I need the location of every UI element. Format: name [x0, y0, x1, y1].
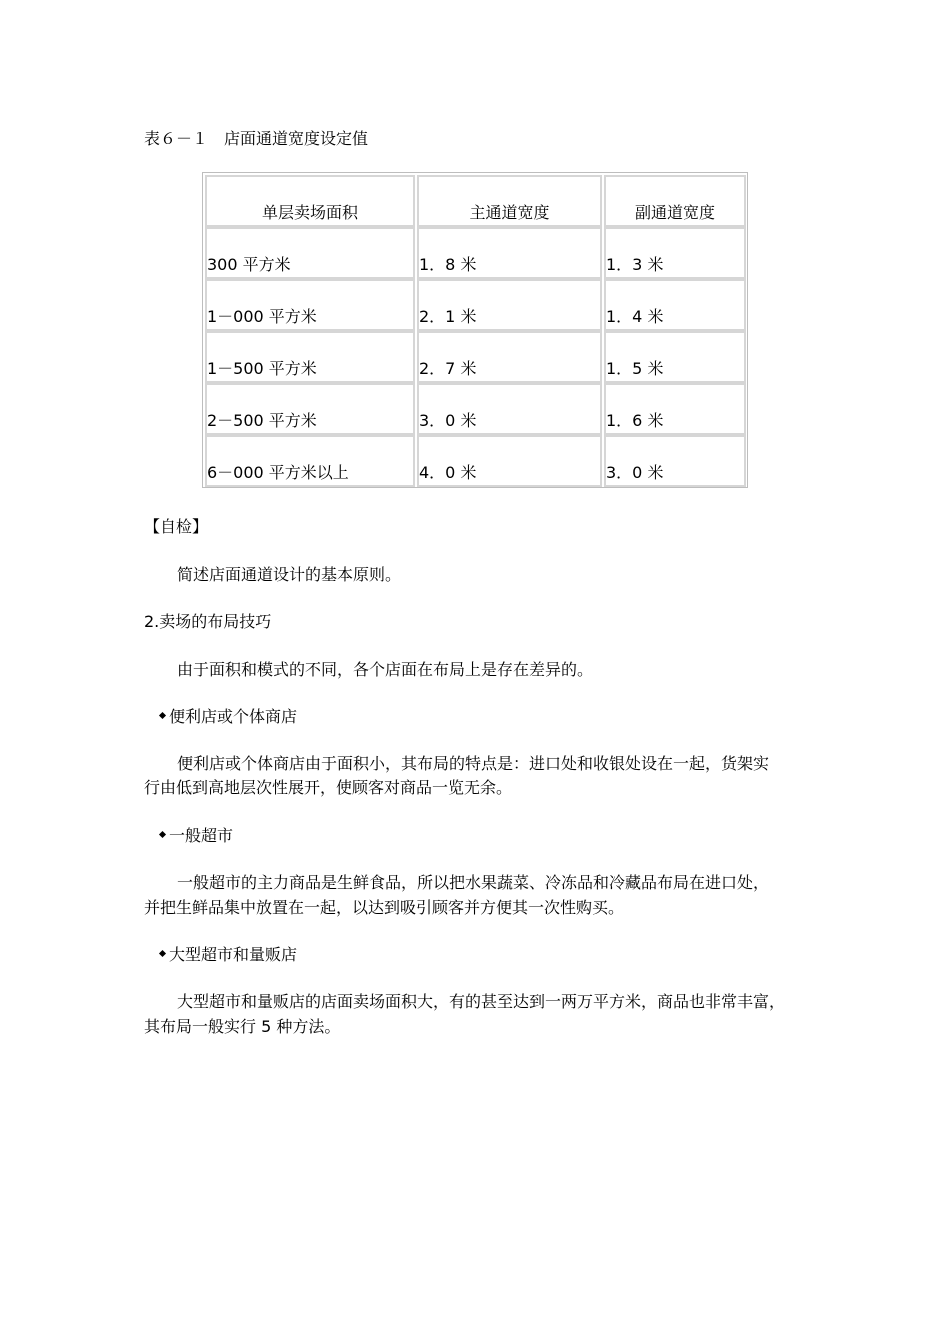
diamond-bullet-icon	[159, 950, 166, 957]
diamond-bullet-icon	[159, 831, 166, 838]
table-cell	[205, 279, 415, 331]
channel-width-table	[202, 172, 748, 488]
table-cell	[205, 227, 415, 279]
cell-main-width: 4．0 米	[419, 463, 477, 482]
table-cell	[205, 383, 415, 435]
section-title: 2.卖场的布局技巧	[144, 612, 272, 631]
table-cell	[604, 435, 746, 487]
paragraph-line: 大型超市和量贩店的店面卖场面积大，有的甚至达到一两万平方米，商品也非常丰富，	[177, 992, 786, 1011]
self-check-question: 简述店面通道设计的基本原则。	[177, 565, 402, 584]
bullet-text: 便利店或个体商店	[169, 707, 298, 726]
table-cell	[417, 279, 602, 331]
cell-sub-width: 1．5 米	[606, 359, 664, 378]
table-cell	[604, 227, 746, 279]
paragraph-line: 一般超市的主力商品是生鲜食品，所以把水果蔬菜、冷冻品和冷藏品布局在进口处，	[177, 873, 770, 892]
header-sub-aisle: 副通道宽度	[634, 203, 715, 222]
table-cell	[417, 435, 602, 487]
paragraph-line: 并把生鲜品集中放置在一起，以达到吸引顾客并方便其一次性购买。	[144, 898, 625, 917]
cell-main-width: 3．0 米	[419, 411, 477, 430]
paragraph-line: 便利店或个体商店由于面积小，其布局的特点是：进口处和收银处设在一起，货架实	[177, 754, 770, 773]
table-header-cell	[604, 175, 746, 227]
bullet-item-title	[160, 823, 233, 846]
cell-sub-width: 1．4 米	[606, 307, 664, 326]
cell-area: 1－500 平方米	[207, 359, 317, 378]
section-intro: 由于面积和模式的不同，各个店面在布局上是存在差异的。	[177, 660, 594, 679]
table-cell	[604, 331, 746, 383]
self-check-heading: 【自检】	[144, 517, 209, 536]
cell-area: 2－500 平方米	[207, 411, 317, 430]
table-cell	[604, 383, 746, 435]
table-cell	[205, 435, 415, 487]
table-caption: 表６－１ 店面通道宽度设定值	[144, 129, 369, 148]
cell-main-width: 1．8 米	[419, 255, 477, 274]
bullet-text: 大型超市和量贩店	[169, 945, 298, 964]
bullet-text: 一般超市	[169, 826, 234, 845]
bullet-item-title	[160, 942, 297, 965]
table-header-cell	[205, 175, 415, 227]
cell-main-width: 2．7 米	[419, 359, 477, 378]
cell-area: 6－000 平方米以上	[207, 463, 349, 482]
bullet-item-title	[160, 704, 297, 727]
table-header-cell	[417, 175, 602, 227]
cell-sub-width: 1．3 米	[606, 255, 664, 274]
table-cell	[417, 383, 602, 435]
table-cell	[417, 331, 602, 383]
table-cell	[205, 331, 415, 383]
cell-sub-width: 1．6 米	[606, 411, 664, 430]
cell-area: 1－000 平方米	[207, 307, 317, 326]
header-area: 单层卖场面积	[261, 203, 358, 222]
table-cell	[604, 279, 746, 331]
cell-area: 300 平方米	[207, 255, 291, 274]
cell-main-width: 2．1 米	[419, 307, 477, 326]
table-cell	[417, 227, 602, 279]
paragraph-line: 行由低到高地层次性展开，使顾客对商品一览无余。	[144, 778, 513, 797]
header-main-aisle: 主通道宽度	[469, 203, 550, 222]
cell-sub-width: 3．0 米	[606, 463, 664, 482]
paragraph-line: 其布局一般实行 5 种方法。	[144, 1017, 341, 1036]
diamond-bullet-icon	[159, 712, 166, 719]
table-grid	[205, 175, 746, 487]
